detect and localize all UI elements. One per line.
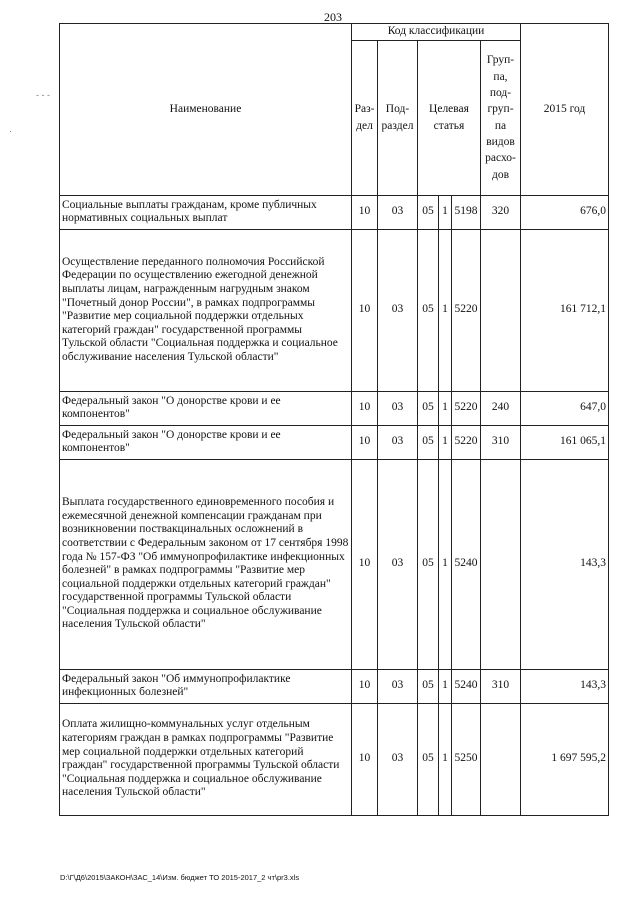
- row-amount: 161 712,1: [521, 229, 609, 391]
- row-target-code: 5220: [452, 425, 481, 459]
- header-name: Наименование: [60, 24, 352, 196]
- header-podrazdel: Под- раздел: [378, 40, 418, 195]
- page-number: 203: [324, 10, 342, 24]
- row-group: [481, 229, 521, 391]
- header-expense-group: Груп- па, под- груп- па видов расхо- дов: [481, 40, 521, 195]
- row-razdel: 10: [352, 703, 378, 815]
- row-group: 320: [481, 195, 521, 229]
- row-amount: 676,0: [521, 195, 609, 229]
- row-name: Федеральный закон "О донорстве крови и ее компонентов": [60, 391, 352, 425]
- row-podrazdel: 03: [378, 391, 418, 425]
- row-podrazdel: 03: [378, 229, 418, 391]
- row-target-program: 05: [418, 195, 439, 229]
- row-amount: 1 697 595,2: [521, 703, 609, 815]
- row-podrazdel: 03: [378, 703, 418, 815]
- row-target-subprogram: 1: [439, 391, 452, 425]
- row-podrazdel: 03: [378, 195, 418, 229]
- row-target-code: 5240: [452, 459, 481, 669]
- row-razdel: 10: [352, 229, 378, 391]
- row-name: Социальные выплаты гражданам, кроме публичных нормативных социальных выплат: [60, 195, 352, 229]
- row-target-program: 05: [418, 703, 439, 815]
- row-target-subprogram: 1: [439, 459, 452, 669]
- row-target-subprogram: 1: [439, 669, 452, 703]
- row-name: Оплата жилищно-коммунальных услуг отдельным категориям граждан в рамках подпрограммы "Развитие мер социальной поддержки отдельных категорий граждан" государственной программы Тульской области "Социальная поддержка и социальное обслуживание населения Тульской области": [60, 703, 352, 815]
- row-target-subprogram: 1: [439, 703, 452, 815]
- table-row: [60, 703, 609, 815]
- budget-table: [59, 23, 609, 816]
- row-target-code: 5250: [452, 703, 481, 815]
- header-year: 2015 год: [521, 24, 609, 196]
- row-amount: 143,3: [521, 669, 609, 703]
- row-group: 240: [481, 391, 521, 425]
- table-row: [60, 391, 609, 425]
- row-razdel: 10: [352, 459, 378, 669]
- row-amount: 143,3: [521, 459, 609, 669]
- row-group: 310: [481, 669, 521, 703]
- row-group: [481, 459, 521, 669]
- row-name: Федеральный закон "О донорстве крови и ее компонентов": [60, 425, 352, 459]
- row-target-program: 05: [418, 425, 439, 459]
- row-group: [481, 703, 521, 815]
- table-row: [60, 669, 609, 703]
- row-podrazdel: 03: [378, 669, 418, 703]
- row-amount: 647,0: [521, 391, 609, 425]
- row-target-code: 5240: [452, 669, 481, 703]
- file-path-footer: D:\Г\Д6\2015\ЗАКОН\ЗАС_14\Изм. бюджет ТО 2015-2017_2 чт\pr3.xls: [60, 873, 300, 882]
- row-target-program: 05: [418, 229, 439, 391]
- row-razdel: 10: [352, 669, 378, 703]
- row-name: Выплата государственного единовременного пособия и ежемесячной денежной компенсации гражданам при возникновении поствакцинальных осложнений в соответствии с Федеральным законом от 17 сентября 1998 года № 157-ФЗ "Об иммунопрофилактике инфекционных болезней" в рамках подпрограммы "Развитие мер социальной поддержки отдельных категорий граждан" государственной программы Тульской области "Социальная поддержка и социальное обслуживание населения Тульской области": [60, 459, 352, 669]
- header-razdel: Раз- дел: [352, 40, 378, 195]
- row-target-subprogram: 1: [439, 229, 452, 391]
- table-row: [60, 195, 609, 229]
- row-razdel: 10: [352, 425, 378, 459]
- row-target-subprogram: 1: [439, 195, 452, 229]
- row-name: Осуществление переданного полномочия Российской Федерации по осуществлению ежегодной денежной выплаты лицам, награжденным нагрудным знаком "Почетный донор России", в рамках подпрограммы "Развитие мер социальной поддержки отдельных категорий граждан" государственной программы Тульской области "Социальная поддержка и социальное обслуживание населения Тульской области": [60, 229, 352, 391]
- row-target-program: 05: [418, 391, 439, 425]
- row-target-program: 05: [418, 459, 439, 669]
- row-name: Федеральный закон "Об иммунопрофилактике инфекционных болезней": [60, 669, 352, 703]
- margin-mark: ·: [9, 126, 12, 136]
- row-razdel: 10: [352, 195, 378, 229]
- row-amount: 161 065,1: [521, 425, 609, 459]
- row-target-subprogram: 1: [439, 425, 452, 459]
- row-target-code: 5198: [452, 195, 481, 229]
- table-body: [60, 195, 609, 815]
- header-target-article: Целевая статья: [418, 40, 481, 195]
- margin-mark: - - -: [36, 90, 50, 100]
- row-target-code: 5220: [452, 229, 481, 391]
- table-row: [60, 459, 609, 669]
- row-podrazdel: 03: [378, 425, 418, 459]
- row-target-program: 05: [418, 669, 439, 703]
- header-classification: Код классификации: [352, 24, 521, 41]
- row-razdel: 10: [352, 391, 378, 425]
- table-row: [60, 425, 609, 459]
- row-target-code: 5220: [452, 391, 481, 425]
- table-row: [60, 229, 609, 391]
- row-group: 310: [481, 425, 521, 459]
- row-podrazdel: 03: [378, 459, 418, 669]
